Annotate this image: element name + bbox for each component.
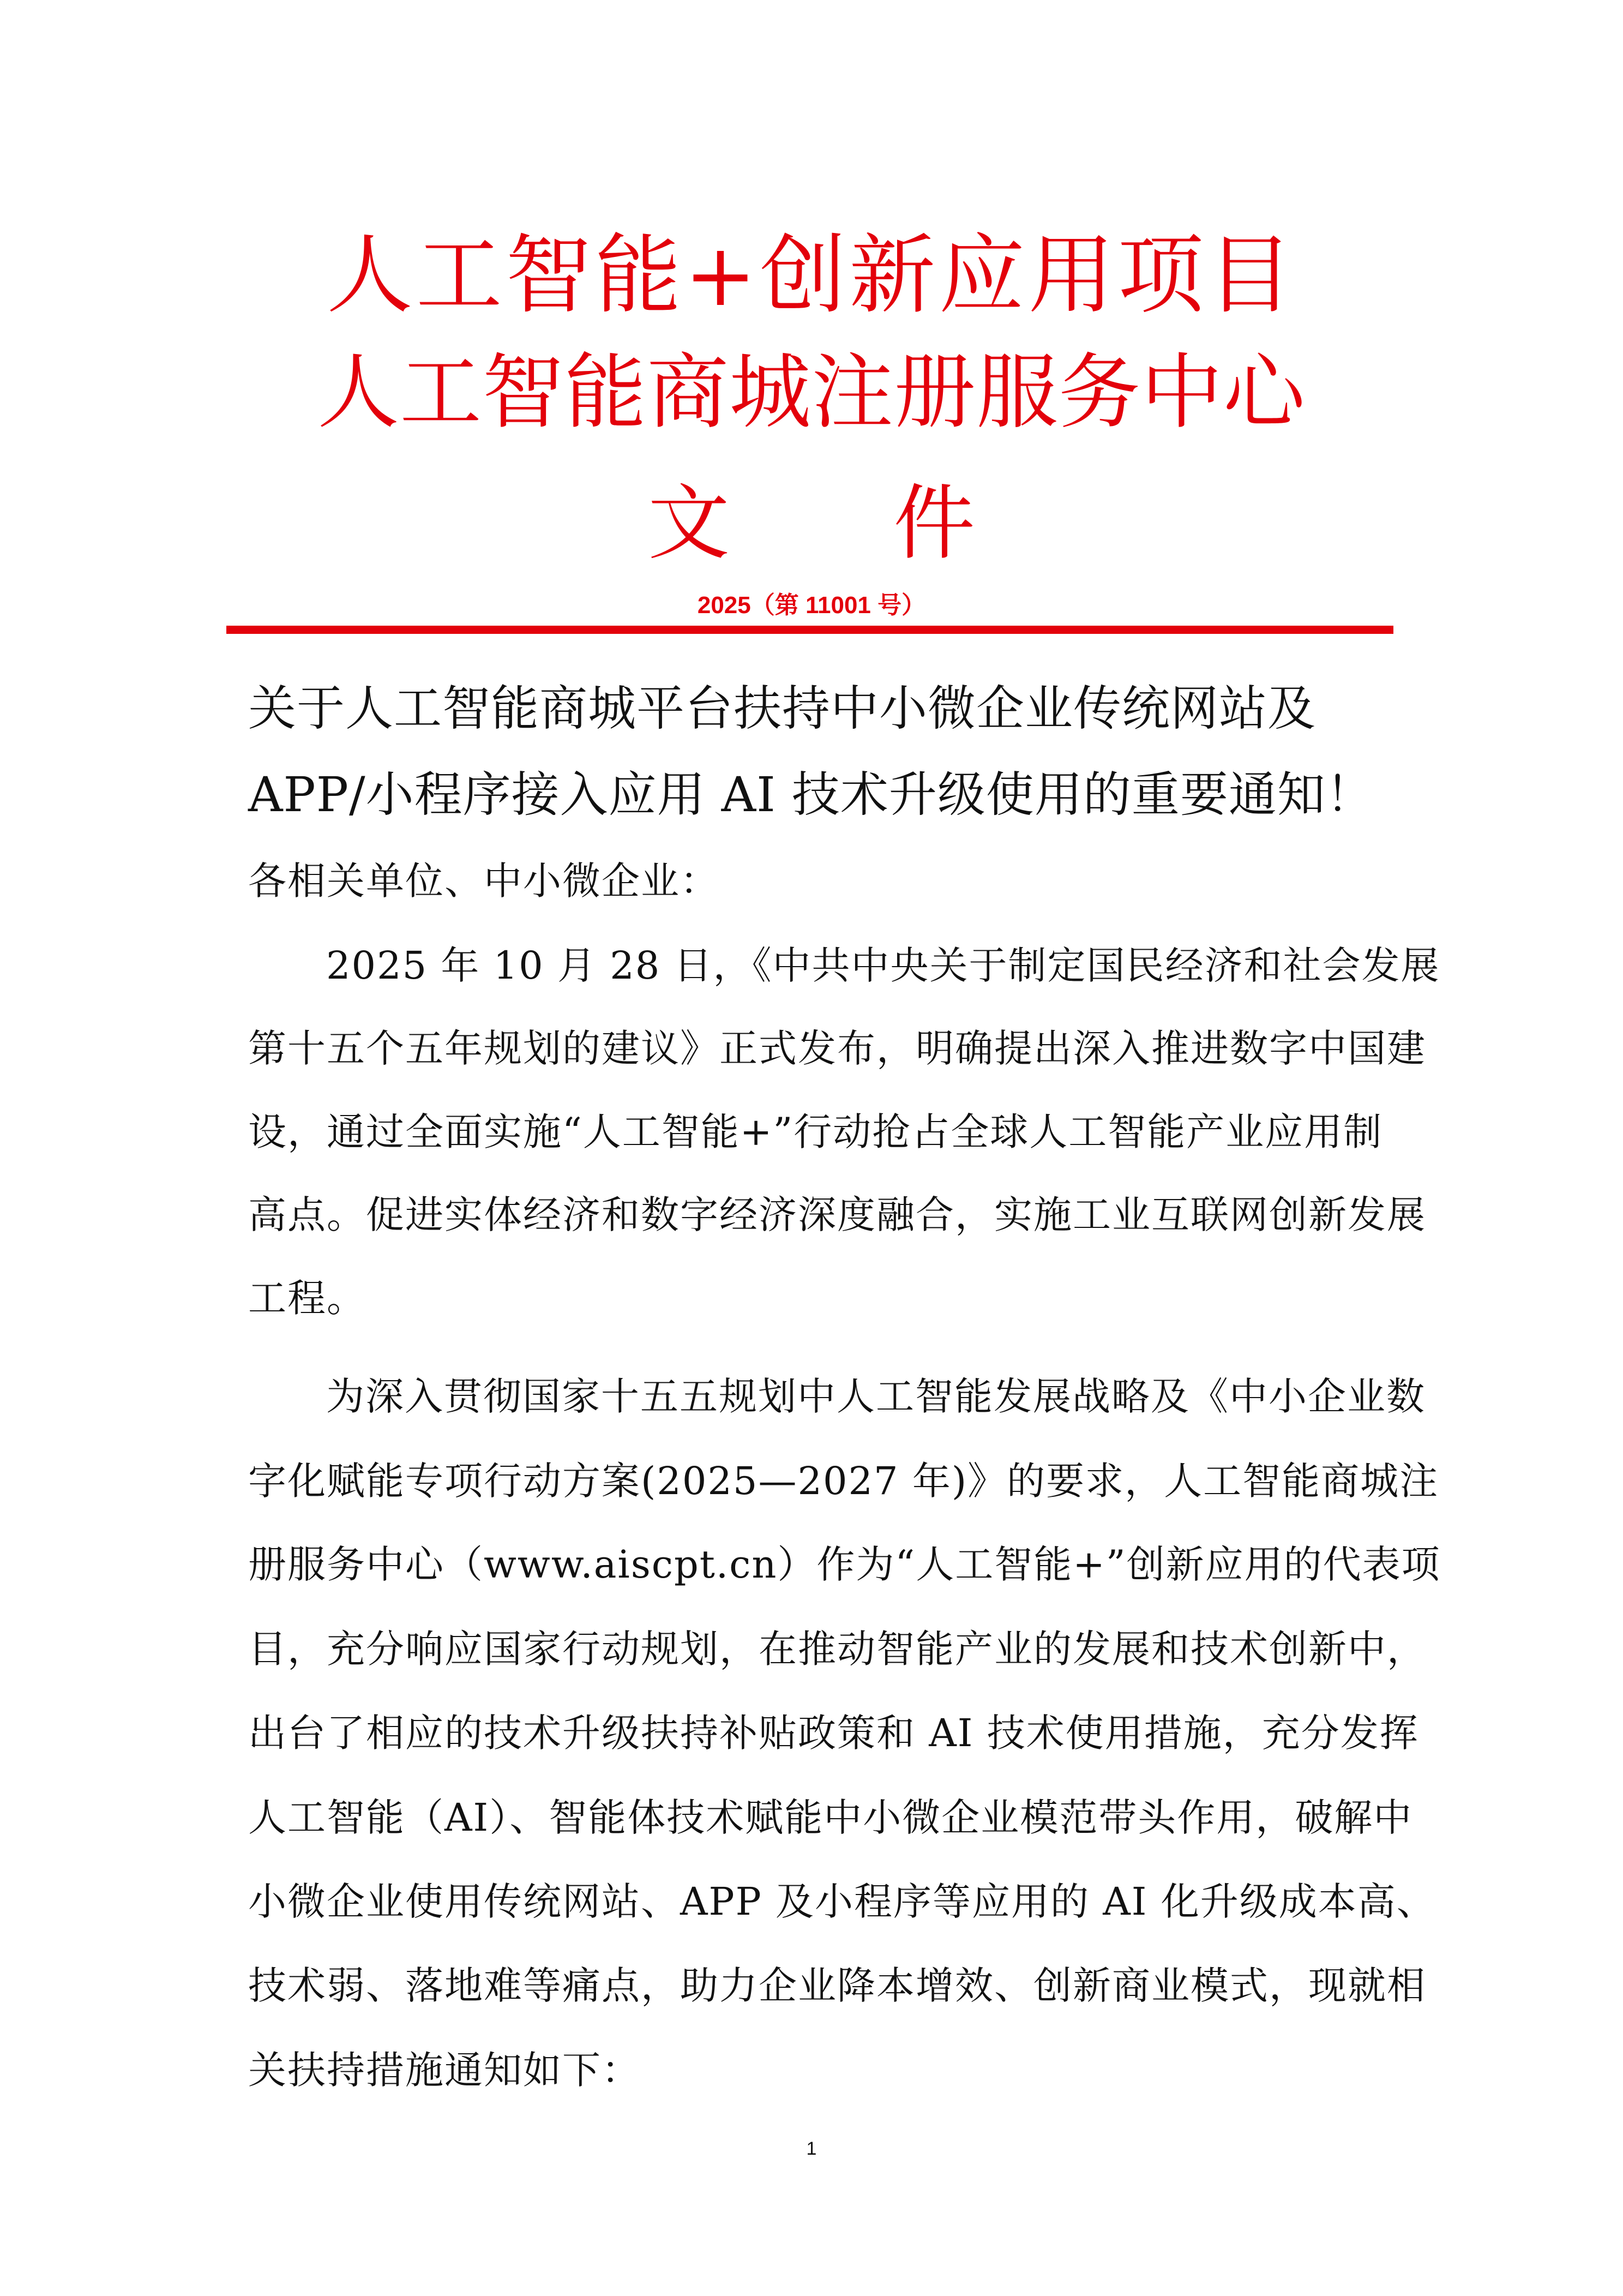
document-label-char-2: 件 [893,476,976,571]
red-divider-rule [226,626,1393,634]
body-line: 为深入贯彻国家十五五规划中人工智能发展战略及《中小企业数 [326,1374,1426,1419]
page-number: 1 [806,2138,817,2159]
body-line: 目，充分响应国家行动规划，在推动智能产业的发展和技术创新中， [248,1627,1426,1671]
notice-heading-line2: APP/小程序接入应用 AI 技术升级使用的重要通知！ [248,766,1374,823]
red-header-document-label [0,464,1623,584]
red-header-title-line1: 人工智能+创新应用项目 [326,225,1297,326]
body-line: 小微企业使用传统网站、APP 及小程序等应用的 AI 化升级成本高、 [248,1879,1436,1924]
body-line: 高点。促进实体经济和数字经济深度融合，实施工业互联网创新发展 [248,1192,1426,1237]
body-line: 册服务中心（www.aiscpt.cn）作为“人工智能+”创新应用的代表项 [248,1542,1441,1587]
notice-heading-line1: 关于人工智能商城平台扶持中小微企业传统网站及 [248,680,1317,736]
body-line: 技术弱、落地难等痛点，助力企业降本增效、创新商业模式，现就相 [248,1963,1426,2008]
body-line: 关扶持措施通知如下： [248,2048,641,2093]
body-line: 工程。 [248,1276,366,1321]
body-line: 人工智能（AI）、智能体技术赋能中小微企业模范带头作用，破解中 [248,1795,1413,1840]
body-line: 字化赋能专项行动方案(2025—2027 年)》的要求，人工智能商城注 [248,1459,1439,1503]
body-line: 设，通过全面实施“人工智能+”行动抢占全球人工智能产业应用制 [248,1110,1383,1154]
red-header-title-line2: 人工智能商城注册服务中心 [317,345,1306,440]
document-label-char-1: 文 [647,476,730,571]
salutation: 各相关单位、中小微企业： [248,859,719,903]
document-number: 2025（第 11001 号） [697,592,926,619]
body-line: 第十五个五年规划的建议》正式发布，明确提出深入推进数字中国建 [248,1026,1426,1071]
body-line: 2025 年 10 月 28 日，《中共中央关于制定国民经济和社会发展 [326,943,1440,988]
body-line: 出台了相应的技术升级扶持补贴政策和 AI 技术使用措施，充分发挥 [248,1711,1419,1755]
